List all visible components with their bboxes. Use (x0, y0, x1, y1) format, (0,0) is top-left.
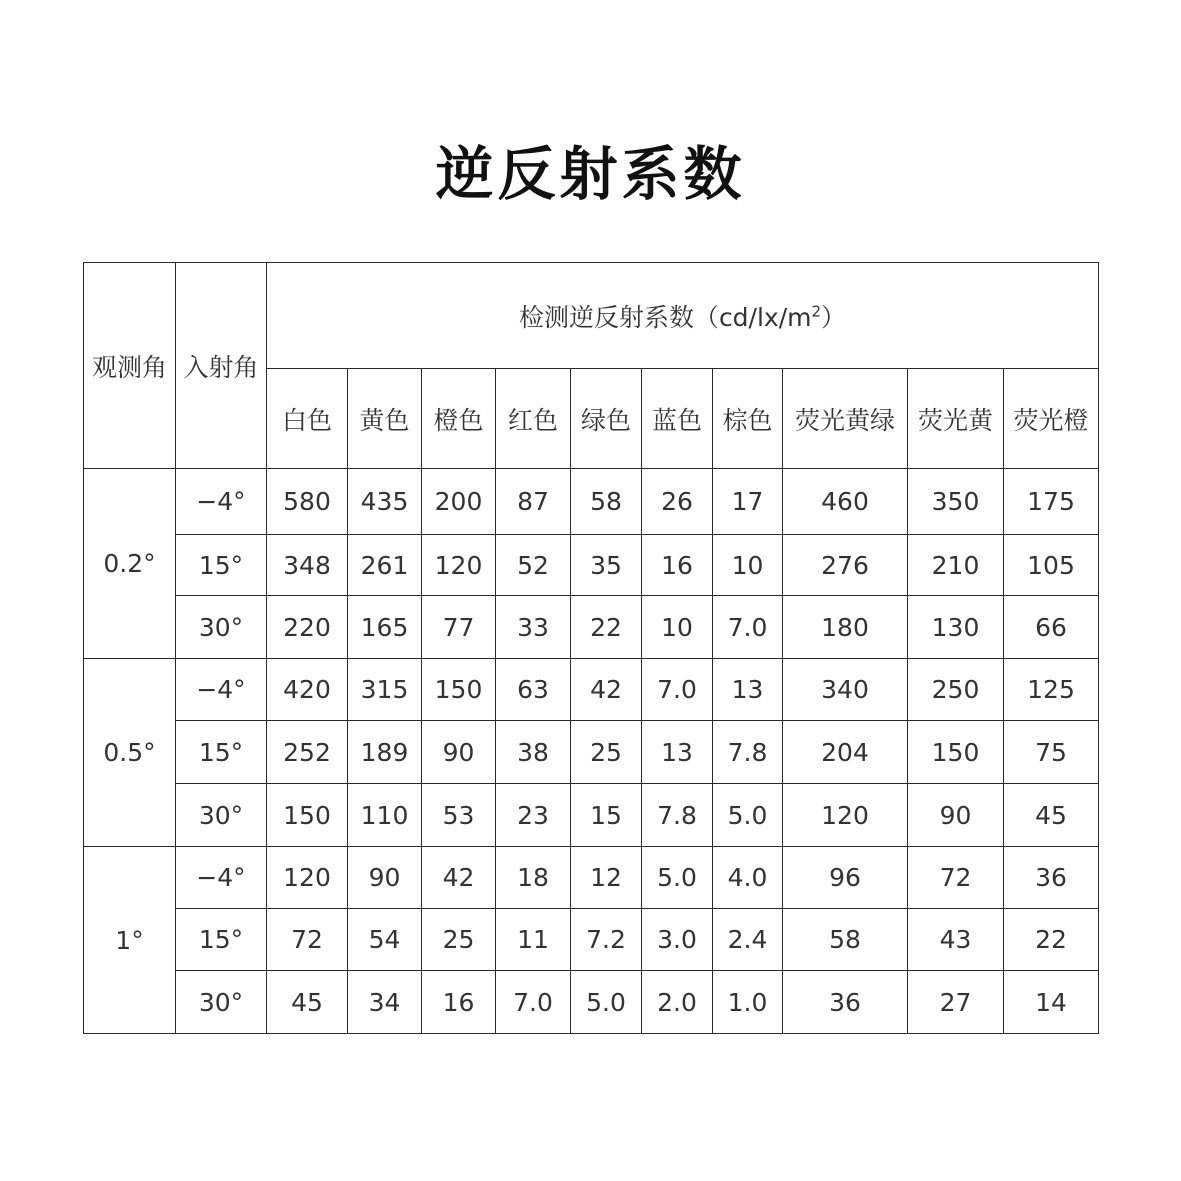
value-cell: 38 (496, 721, 571, 784)
value-cell: 2.0 (642, 971, 713, 1034)
color-header-cell: 蓝色 (642, 369, 713, 469)
value-cell: 460 (783, 469, 908, 535)
value-cell: 350 (908, 469, 1004, 535)
value-cell: 204 (783, 721, 908, 784)
value-cell: 36 (783, 971, 908, 1034)
value-cell: 200 (422, 469, 496, 535)
value-cell: 105 (1004, 535, 1099, 596)
table-row (84, 909, 1099, 971)
value-cell: 7.0 (496, 971, 571, 1034)
value-cell: 66 (1004, 596, 1099, 659)
table-row (84, 535, 1099, 596)
table-row (84, 659, 1099, 721)
value-cell: 45 (1004, 784, 1099, 847)
value-cell: 5.0 (713, 784, 783, 847)
table-row (84, 847, 1099, 909)
value-cell: 130 (908, 596, 1004, 659)
value-cell: 580 (267, 469, 348, 535)
value-cell: 5.0 (642, 847, 713, 909)
value-cell: 77 (422, 596, 496, 659)
value-cell: 2.4 (713, 909, 783, 971)
value-cell: 189 (348, 721, 422, 784)
value-cell: 58 (783, 909, 908, 971)
value-cell: 58 (571, 469, 642, 535)
value-cell: 4.0 (713, 847, 783, 909)
entrance-angle-cell: 30° (176, 784, 267, 847)
value-cell: 75 (1004, 721, 1099, 784)
value-cell: 42 (422, 847, 496, 909)
value-cell: 420 (267, 659, 348, 721)
value-cell: 72 (267, 909, 348, 971)
value-cell: 43 (908, 909, 1004, 971)
observation-angle-cell: 1° (84, 847, 176, 1034)
value-cell: 250 (908, 659, 1004, 721)
observation-angle-cell: 0.2° (84, 469, 176, 659)
value-cell: 13 (642, 721, 713, 784)
value-cell: 53 (422, 784, 496, 847)
value-cell: 7.0 (642, 659, 713, 721)
entrance-angle-cell: −4° (176, 847, 267, 909)
value-cell: 7.8 (713, 721, 783, 784)
entrance-angle-cell: 15° (176, 535, 267, 596)
coefficient-header-close: ） (821, 302, 847, 332)
value-cell: 90 (908, 784, 1004, 847)
value-cell: 22 (1004, 909, 1099, 971)
value-cell: 125 (1004, 659, 1099, 721)
value-cell: 12 (571, 847, 642, 909)
value-cell: 348 (267, 535, 348, 596)
value-cell: 7.8 (642, 784, 713, 847)
value-cell: 45 (267, 971, 348, 1034)
entrance-angle-cell: 15° (176, 909, 267, 971)
value-cell: 18 (496, 847, 571, 909)
value-cell: 36 (1004, 847, 1099, 909)
value-cell: 120 (267, 847, 348, 909)
value-cell: 5.0 (571, 971, 642, 1034)
value-cell: 120 (783, 784, 908, 847)
entrance-angle-cell: −4° (176, 469, 267, 535)
value-cell: 14 (1004, 971, 1099, 1034)
value-cell: 42 (571, 659, 642, 721)
value-cell: 175 (1004, 469, 1099, 535)
table-row (84, 971, 1099, 1034)
value-cell: 96 (783, 847, 908, 909)
value-cell: 33 (496, 596, 571, 659)
value-cell: 276 (783, 535, 908, 596)
value-cell: 23 (496, 784, 571, 847)
value-cell: 17 (713, 469, 783, 535)
value-cell: 22 (571, 596, 642, 659)
page-title: 逆反射系数 (435, 140, 746, 208)
table-row (84, 784, 1099, 847)
value-cell: 54 (348, 909, 422, 971)
entrance-angle-cell: 30° (176, 971, 267, 1034)
value-cell: 27 (908, 971, 1004, 1034)
coefficient-header-sup: 2 (811, 302, 822, 321)
value-cell: 10 (642, 596, 713, 659)
table-row (84, 469, 1099, 535)
value-cell: 52 (496, 535, 571, 596)
value-cell: 15 (571, 784, 642, 847)
entrance-angle-cell: −4° (176, 659, 267, 721)
value-cell: 252 (267, 721, 348, 784)
value-cell: 110 (348, 784, 422, 847)
value-cell: 435 (348, 469, 422, 535)
value-cell: 72 (908, 847, 1004, 909)
entrance-angle-cell: 30° (176, 596, 267, 659)
color-header-cell: 红色 (496, 369, 571, 469)
retroreflection-table (83, 262, 1099, 1034)
value-cell: 34 (348, 971, 422, 1034)
entrance-angle-cell: 15° (176, 721, 267, 784)
observation-angle-header: 观测角 (84, 263, 176, 469)
value-cell: 150 (422, 659, 496, 721)
value-cell: 10 (713, 535, 783, 596)
color-header-cell: 荧光橙 (1004, 369, 1099, 469)
value-cell: 11 (496, 909, 571, 971)
value-cell: 150 (267, 784, 348, 847)
value-cell: 16 (642, 535, 713, 596)
color-header-cell: 白色 (267, 369, 348, 469)
value-cell: 180 (783, 596, 908, 659)
color-header-cell: 黄色 (348, 369, 422, 469)
value-cell: 210 (908, 535, 1004, 596)
color-header-cell: 橙色 (422, 369, 496, 469)
value-cell: 315 (348, 659, 422, 721)
color-header-cell: 棕色 (713, 369, 783, 469)
value-cell: 165 (348, 596, 422, 659)
value-cell: 120 (422, 535, 496, 596)
entrance-angle-header: 入射角 (176, 263, 267, 469)
value-cell: 87 (496, 469, 571, 535)
coefficient-header (267, 263, 1099, 369)
value-cell: 16 (422, 971, 496, 1034)
value-cell: 35 (571, 535, 642, 596)
table-row (84, 596, 1099, 659)
observation-angle-cell: 0.5° (84, 659, 176, 847)
coefficient-header-text: 检测逆反射系数（cd/lx/m (518, 302, 812, 332)
color-header-cell: 荧光黄绿 (783, 369, 908, 469)
value-cell: 90 (422, 721, 496, 784)
value-cell: 7.2 (571, 909, 642, 971)
value-cell: 340 (783, 659, 908, 721)
value-cell: 1.0 (713, 971, 783, 1034)
value-cell: 220 (267, 596, 348, 659)
value-cell: 3.0 (642, 909, 713, 971)
value-cell: 25 (422, 909, 496, 971)
value-cell: 26 (642, 469, 713, 535)
value-cell: 25 (571, 721, 642, 784)
value-cell: 63 (496, 659, 571, 721)
table-row (84, 721, 1099, 784)
value-cell: 150 (908, 721, 1004, 784)
value-cell: 7.0 (713, 596, 783, 659)
value-cell: 90 (348, 847, 422, 909)
value-cell: 261 (348, 535, 422, 596)
color-header-cell: 荧光黄 (908, 369, 1004, 469)
color-header-cell: 绿色 (571, 369, 642, 469)
value-cell: 13 (713, 659, 783, 721)
